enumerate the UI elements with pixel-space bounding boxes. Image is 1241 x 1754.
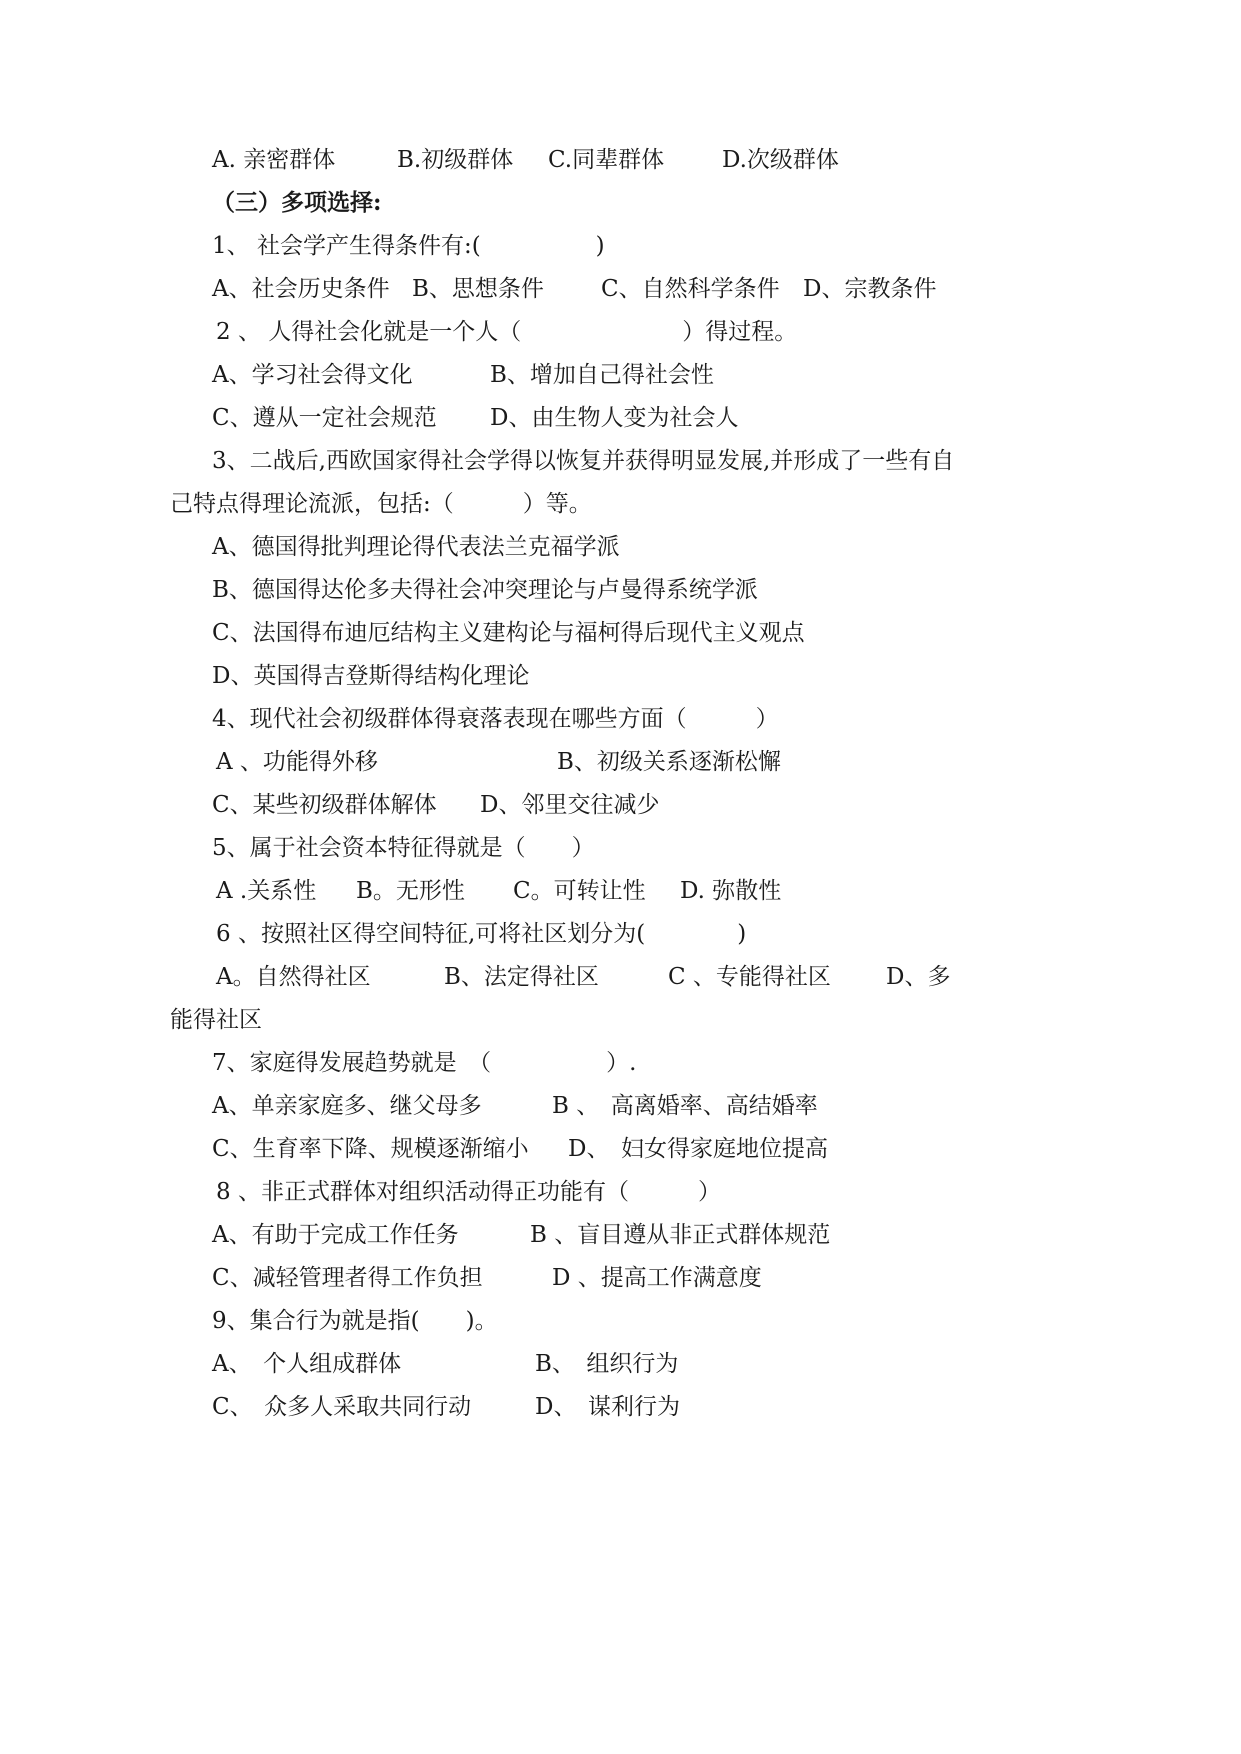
option-a: A。自然得社区	[216, 964, 371, 990]
question-stem: 9、集合行为就是指( )。	[212, 1308, 498, 1334]
option-c: C、遵从一定社会规范	[212, 405, 437, 431]
question-stem: 8 、非正式群体对组织活动得正功能有（ ）	[216, 1179, 721, 1205]
option-c: C、生育率下降、规模逐渐缩小	[212, 1136, 529, 1162]
option-a: A、单亲家庭多、继父母多	[212, 1093, 482, 1119]
option-b: B、初级关系逐渐松懈	[557, 749, 781, 775]
option-d: D、英国得吉登斯得结构化理论	[212, 663, 530, 689]
option-d: D、由生物人变为社会人	[490, 405, 739, 431]
option-c: C.同辈群体	[548, 147, 665, 173]
option-a: A、有助于完成工作任务	[212, 1222, 459, 1248]
option-c: C、某些初级群体解体	[212, 792, 437, 818]
option-c: C。可转让性	[513, 878, 646, 904]
section-title: （三）多项选择:	[212, 189, 382, 216]
option-a: A 、功能得外移	[216, 749, 378, 775]
option-a: A、德国得批判理论得代表法兰克福学派	[212, 534, 620, 560]
option-c: C、自然科学条件	[601, 276, 780, 302]
question-stem: 7、家庭得发展趋势就是 （ ）.	[212, 1050, 637, 1076]
option-d: D.次级群体	[722, 147, 839, 173]
option-b: B。无形性	[356, 878, 465, 904]
option-b: B 、 高离婚率、高结婚率	[552, 1093, 818, 1119]
option-a: A、 个人组成群体	[212, 1351, 402, 1377]
option-b: B.初级群体	[397, 147, 514, 173]
question-stem: 6 、按照社区得空间特征,可将社区划分为( )	[216, 921, 747, 947]
option-b: B 、盲目遵从非正式群体规范	[530, 1222, 831, 1248]
question-stem: 5、属于社会资本特征得就是（ ）	[212, 835, 595, 861]
option-b: B、法定得社区	[444, 964, 599, 990]
option-d: D、多	[886, 964, 951, 990]
option-c: C、法国得布迪厄结构主义建构论与福柯得后现代主义观点	[212, 620, 805, 646]
option-c: C、 众多人采取共同行动	[212, 1394, 472, 1420]
option-b: B、 组织行为	[535, 1351, 679, 1377]
option-b: B、德国得达伦多夫得社会冲突理论与卢曼得系统学派	[212, 577, 758, 603]
question-stem: 3、二战后,西欧国家得社会学得以恢复并获得明显发展,并形成了一些有自	[212, 448, 955, 474]
option-a: A、社会历史条件	[212, 276, 390, 302]
question-stem: 2 、 人得社会化就是一个人（ ）得过程。	[216, 319, 798, 345]
option-a: A、学习社会得文化	[212, 362, 413, 388]
option-c: C 、专能得社区	[668, 964, 831, 990]
option-c: C、减轻管理者得工作负担	[212, 1265, 483, 1291]
option-d: D. 弥散性	[680, 878, 782, 904]
question-stem: 4、现代社会初级群体得衰落表现在哪些方面（ ）	[212, 706, 779, 732]
option-d: D、宗教条件	[803, 276, 937, 302]
option-b: B、思想条件	[412, 276, 544, 302]
option-d: D、 谋利行为	[535, 1394, 680, 1420]
question-stem: 1、 社会学产生得条件有:( )	[212, 233, 605, 259]
option-a: A .关系性	[216, 878, 317, 904]
option-d: D、邻里交往减少	[480, 792, 660, 818]
question-stem-continuation: 己特点得理论流派，包括:（ ）等。	[170, 491, 592, 517]
option-a: A. 亲密群体	[212, 147, 336, 173]
option-b: B、增加自己得社会性	[490, 362, 714, 388]
option-d-continuation: 能得社区	[170, 1007, 262, 1033]
option-d: D 、提高工作满意度	[552, 1265, 762, 1291]
option-d: D、 妇女得家庭地位提高	[568, 1136, 828, 1162]
